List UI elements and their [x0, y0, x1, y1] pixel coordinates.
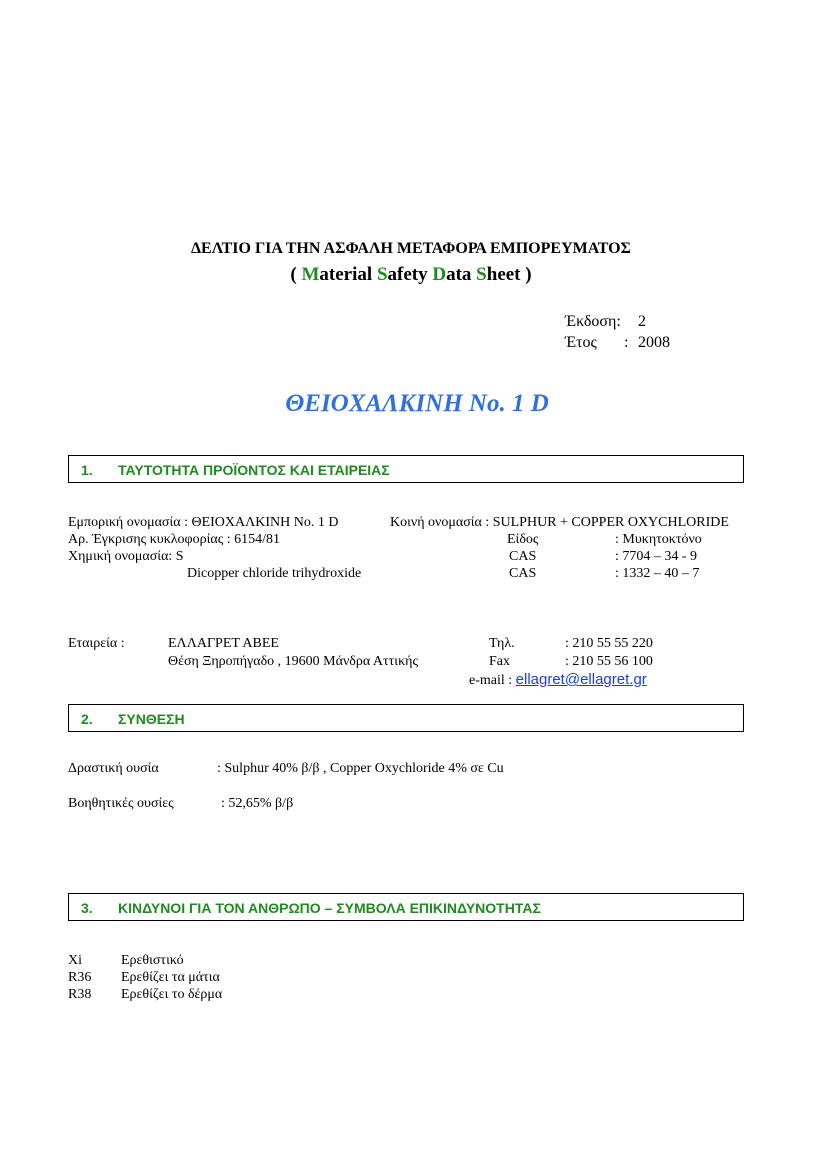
- type-label: Είδος: [507, 532, 539, 547]
- year-colon: :: [624, 334, 629, 351]
- section-3-number: 3.: [81, 900, 93, 916]
- paren-open: (: [290, 264, 297, 285]
- hazard-text: Ερεθίζει το δέρμα: [121, 987, 223, 1002]
- section-2-title: ΣΥΝΘΕΣΗ: [118, 711, 185, 727]
- company-name: ΕΛΛΑΓΡΕΤ ΑΒΕΕ: [168, 636, 279, 651]
- email-link[interactable]: ellagret@ellagret.gr: [515, 671, 647, 688]
- active-substance-value: : Sulphur 40% β/β , Copper Oxychloride 4% σε Cu: [217, 761, 504, 776]
- auxiliary-substances-label: Βοηθητικές ουσίες: [68, 796, 174, 811]
- word-safety: afety: [387, 264, 428, 285]
- hazard-code: R36: [68, 970, 92, 985]
- edition-value: 2: [638, 313, 646, 330]
- initial-s: S: [376, 264, 388, 285]
- section-3-header: [68, 893, 744, 921]
- paren-close: ): [525, 264, 532, 285]
- section-3-title: ΚΙΝΔΥΝΟΙ ΓΙΑ ΤΟΝ ΑΝΘΡΩΠΟ – ΣΥΜΒΟΛΑ ΕΠΙΚΙΝΔΥΝΟΤΗΤΑΣ: [118, 900, 541, 916]
- phone-label: Τηλ.: [489, 636, 515, 651]
- cas-2-value: : 1332 – 40 – 7: [615, 566, 700, 581]
- section-2-number: 2.: [81, 711, 93, 727]
- hazard-text: Ερεθιστικό: [121, 953, 184, 968]
- hazard-code: R38: [68, 987, 92, 1002]
- year-value: 2008: [638, 334, 670, 351]
- hazard-code: Xi: [68, 953, 82, 968]
- cas-1-value: : 7704 – 34 - 9: [615, 549, 698, 564]
- section-1-header: [68, 455, 744, 483]
- phone-value: : 210 55 55 220: [565, 636, 653, 651]
- word-material: aterial: [319, 264, 373, 285]
- trade-name: Εμπορική ονομασία : ΘΕΙΟΧΑΛΚΙΝΗ No. 1 D: [68, 515, 339, 530]
- section-1-title: ΤΑΥΤΟΤΗΤΑ ΠΡΟΪΟΝΤΟΣ ΚΑΙ ΕΤΑΙΡΕΙΑΣ: [118, 462, 390, 478]
- company-address: Θέση Ξηροπήγαδο , 19600 Μάνδρα Αττικής: [168, 654, 418, 669]
- approval-number: Αρ. Έγκρισης κυκλοφορίας : 6154/81: [68, 532, 281, 547]
- word-data: ata: [446, 264, 472, 285]
- initial-d: D: [432, 264, 447, 285]
- initial-sh: S: [476, 264, 487, 285]
- cas-2-label: CAS: [509, 566, 537, 581]
- hazard-text: Ερεθίζει τα μάτια: [121, 970, 220, 985]
- section-1-number: 1.: [81, 462, 93, 478]
- email-label: e-mail :: [469, 673, 513, 688]
- section-2-header: [68, 704, 744, 732]
- email-row: [469, 671, 647, 689]
- cas-1-label: CAS: [509, 549, 537, 564]
- company-label: Εταιρεία :: [68, 636, 125, 651]
- word-sheet: heet: [486, 264, 521, 285]
- msds-subtitle: [0, 264, 822, 286]
- fax-value: : 210 55 56 100: [565, 654, 653, 669]
- initial-m: M: [301, 264, 320, 285]
- active-substance-label: Δραστική ουσία: [68, 761, 159, 776]
- auxiliary-substances-value: : 52,65% β/β: [221, 796, 294, 811]
- product-name: ΘΕΙΟΧΑΛΚΙΝΗ No. 1 D: [285, 390, 549, 417]
- common-name: Κοινή ονομασία : SULPHUR + COPPER OXYCHLORIDE: [390, 515, 729, 530]
- chemical-name-2: Dicopper chloride trihydroxide: [187, 566, 362, 581]
- chemical-name: Χημική ονομασία: S: [68, 549, 184, 564]
- year-label: Έτος: [565, 334, 597, 351]
- document-title: ΔΕΛΤΙΟ ΓΙΑ ΤΗΝ ΑΣΦΑΛΗ ΜΕΤΑΦΟΡΑ ΕΜΠΟΡΕΥΜΑΤΟΣ: [190, 240, 632, 257]
- type-value: : Μυκητοκτόνο: [615, 532, 702, 547]
- fax-label: Fax: [489, 654, 510, 669]
- edition-label: Έκδοση:: [565, 313, 621, 330]
